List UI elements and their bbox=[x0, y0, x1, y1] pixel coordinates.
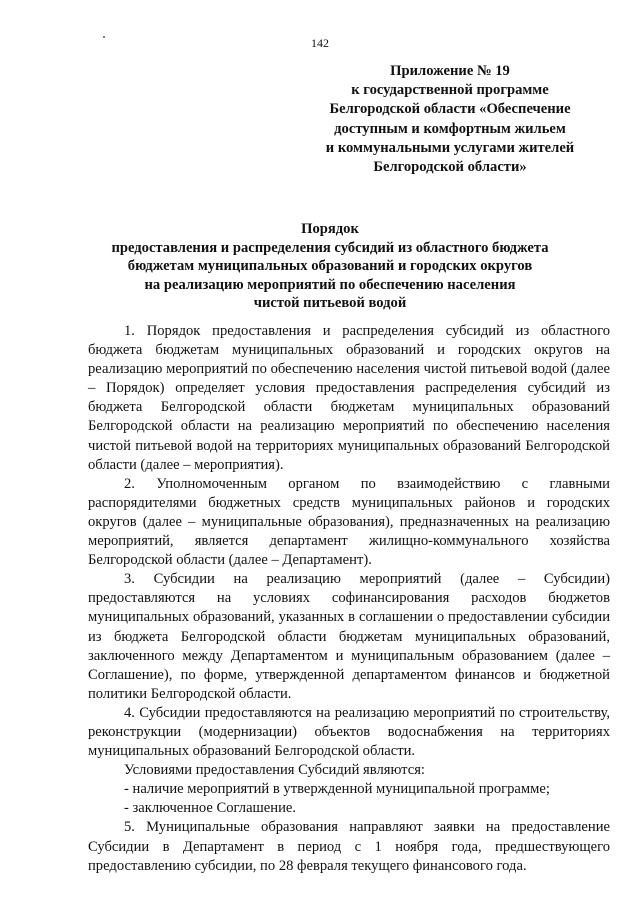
appendix-line: Приложение № 19 bbox=[390, 63, 510, 79]
paragraph-3: 3. Субсидии на реализацию мероприятий (далее – Субсидии) предоставляются на условиях софинансирования расходов бюджетов муниципальных образований, указанных в соглашении о предоставлении субсидии из бюджета Белгородской области бюджетам муниципальных образований, заключенного между Департаментом и муниципальным образованием (далее – Соглашение), по форме, утвержденной департаментом финансов и бюджетной политики Белгородской области. bbox=[88, 571, 610, 702]
appendix-line: и коммунальными услугами жителей bbox=[325, 139, 575, 156]
title-subtitle-line: на реализацию мероприятий по обеспечению населения bbox=[144, 276, 516, 293]
appendix-header bbox=[300, 62, 600, 177]
appendix-line: к государственной программе bbox=[351, 82, 549, 99]
condition-item: - заключенное Соглашение. bbox=[124, 800, 297, 817]
paragraph-1: 1. Порядок предоставления и распределения субсидий из областного бюджета бюджетам муниципальных образований и городских округов на реализацию мероприятий по обеспечению населения чистой питьевой водой (далее – Порядок) определяет условия предоставления распределения субсидий из бюджета Белгородской области бюджетам муниципальных образований Белгородской области на реализацию мероприятий по обеспечению населения чистой питьевой водой на территориях муниципальных образований Белгородской области (далее – мероприятия). bbox=[88, 323, 610, 473]
paragraph-5: 5. Муниципальные образования направляют заявки на предоставление Субсидии в Департамент в период с 1 ноября года, предшествующего предоставлению субсидии, по 28 февраля текущего финансового года. bbox=[88, 819, 610, 874]
document-body bbox=[88, 322, 610, 876]
paragraph-4: 4. Субсидии предоставляются на реализацию мероприятий по строительству, реконструкции (модернизации) объектов водоснабжения на территориях муниципальных образований Белгородской области. bbox=[88, 704, 610, 760]
condition-item: - наличие мероприятий в утвержденной муниципальной программе; bbox=[124, 781, 550, 798]
title-subtitle-line: чистой питьевой водой bbox=[253, 295, 407, 311]
title-subtitle-line: бюджетам муниципальных образований и городских округов bbox=[127, 258, 533, 274]
paragraph-2: 2. Уполномоченным органом по взаимодействию с главными распорядителями бюджетных средств муниципальных районов и городских округов (далее – муниципальные образования), предназначенных на реализацию мероприятий, является департамент жилищно-коммунального хозяйства Белгородской области (далее – Департамент). bbox=[88, 475, 610, 569]
conditions-intro: Условиями предоставления Субсидий являются: bbox=[124, 762, 425, 779]
appendix-line: доступным и комфортным жильем bbox=[334, 120, 566, 137]
appendix-line: Белгородской области «Обеспечение bbox=[329, 101, 571, 118]
title-subtitle-line: предоставления и распределения субсидий из областного бюджета bbox=[111, 239, 549, 256]
document-title bbox=[60, 220, 600, 313]
page-number: 142 bbox=[311, 36, 329, 50]
appendix-line: Белгородской области» bbox=[373, 159, 527, 176]
title-heading: Порядок bbox=[301, 221, 359, 237]
